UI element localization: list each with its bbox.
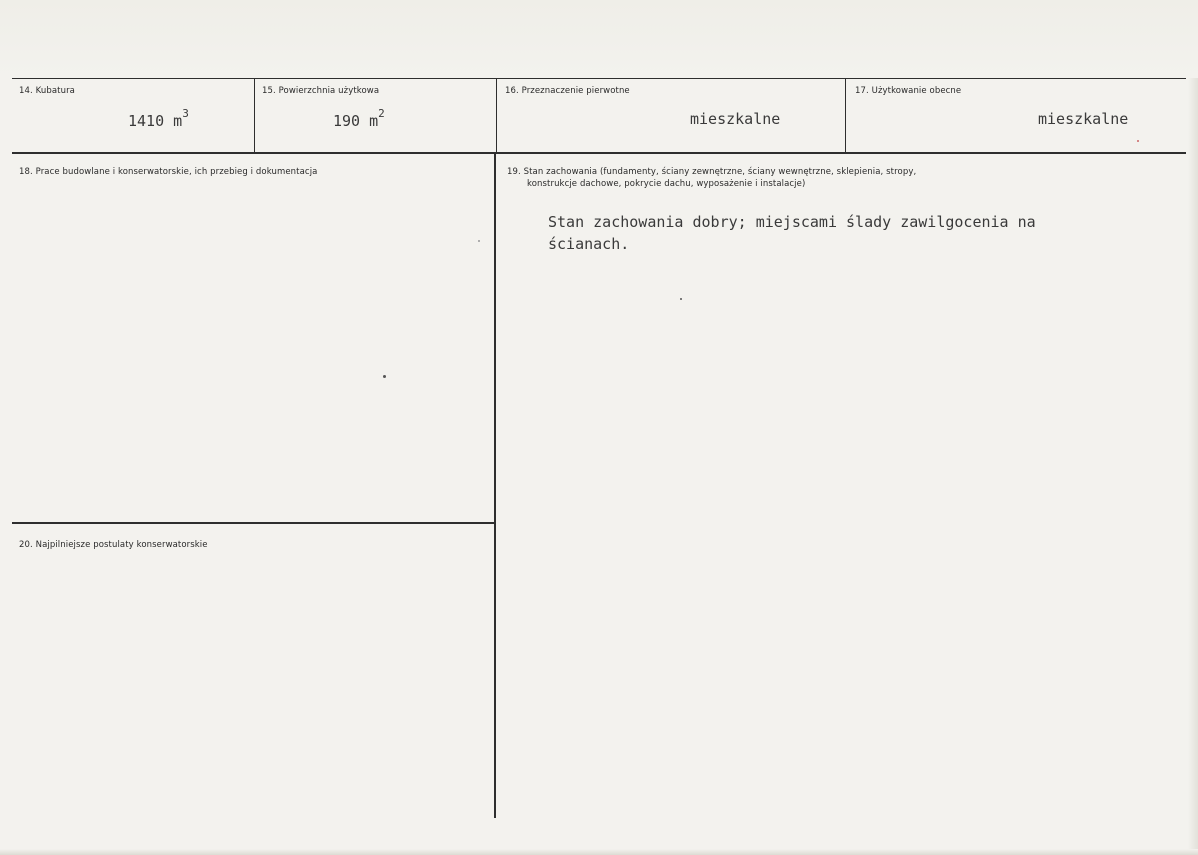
field-18-label: 18. Prace budowlane i konserwatorskie, ich przebieg i dokumentacja — [19, 167, 318, 177]
field-17-label: 17. Użytkowanie obecne — [855, 86, 962, 96]
field-15-label: 15. Powierzchnia użytkowa — [262, 86, 380, 96]
col-divider-16-17 — [845, 78, 846, 153]
section-divider-18-20 — [12, 522, 494, 524]
top-rule — [12, 77, 1186, 79]
paper-speck — [478, 240, 480, 242]
row-divider — [12, 152, 1186, 154]
field-19-value: Stan zachowania dobry; miejscami ślady zawilgocenia na ścianach. — [548, 213, 1036, 253]
field-14-value: 1410 $m^3$ — [128, 107, 189, 130]
field-16-value: mieszkalne — [690, 110, 781, 128]
field-15-value: 190 $m^2$ — [333, 107, 385, 130]
paper-speck — [1137, 140, 1139, 142]
col-divider-14-15 — [254, 78, 255, 153]
paper-speck — [680, 298, 682, 300]
field-19-label-line2: konstrukcje dachowe, pokrycie dachu, wyposażenie i instalacje) — [527, 179, 806, 189]
field-14-label: 14. Kubatura — [19, 86, 75, 96]
field-17-value: mieszkalne — [1038, 110, 1129, 128]
field-19-label-line1: 19. Stan zachowania (fundamenty, ściany zewnętrzne, ściany wewnętrzne, sklepienia, stropy, — [507, 167, 917, 177]
field-20-label: 20. Najpilniejsze postulaty konserwatorskie — [19, 540, 208, 550]
col-divider-15-16 — [496, 78, 497, 153]
card-right-edge — [1188, 0, 1198, 855]
card-bottom-edge — [0, 849, 1198, 855]
col-divider-main — [494, 153, 496, 818]
field-16-label: 16. Przeznaczenie pierwotne — [505, 86, 630, 96]
paper-speck — [383, 375, 386, 378]
